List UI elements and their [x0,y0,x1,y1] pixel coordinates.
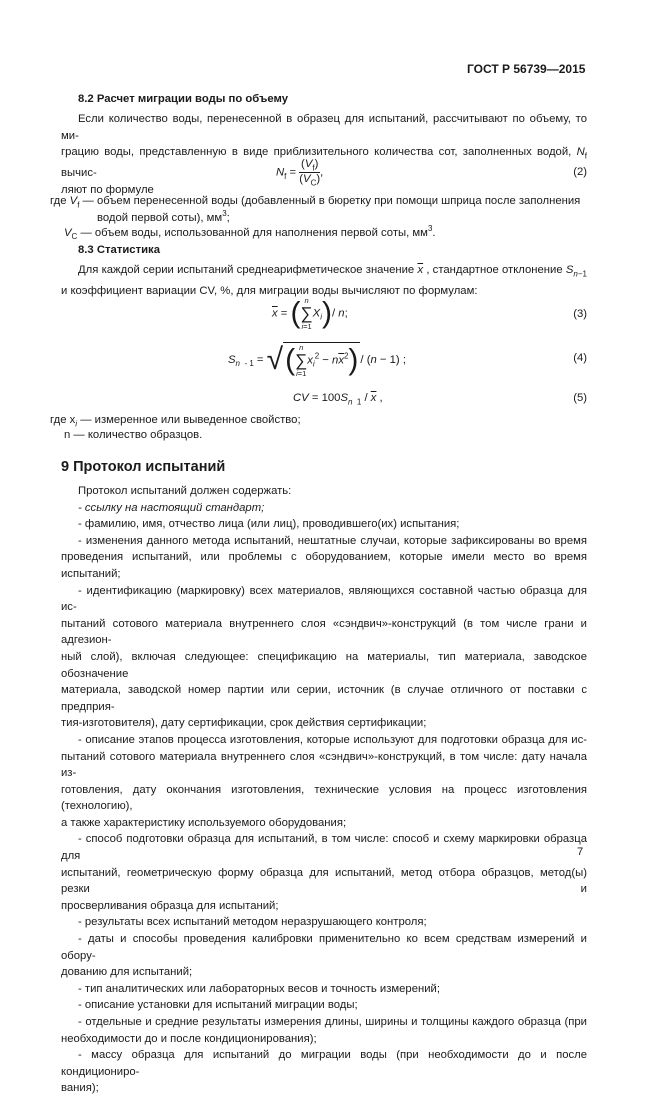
section-8-2-title: 8.2 Расчет миграции воды по объему [78,93,288,105]
section-9-line: - изменения данного метода испытаний, нештатные случаи, которые зафиксированы во время [78,534,587,547]
section-9-line: дованию для испытаний; [61,966,193,979]
section-8-3-paragraph [61,262,587,299]
formula-4: $S_{n - 1}$ = √( n ∑ i=1 $x_i^2 - n\overline{x}^2) / (n - 1)$ ; [228,343,406,378]
equation-number-3: (3) [573,308,587,320]
paragraph-line: ляют по формуле [61,183,154,196]
section-9-line: готовления, дату окончания изготовления, технические условия на процесс изготовления (технологию), [61,783,587,813]
section-9-line: - способ подготовки образца для испытаний, в том числе: способ и схему маркировки образца для [61,833,587,863]
definition-vc: $V_C$ — объем воды, использованной для наполнения первой соты, $мм^3$. [64,224,436,242]
section-9-line: испытаний, геометрическую форму образца для испытаний, метод отбора образцов, метод(ы) резки и [61,866,587,896]
page-number: 7 [577,846,584,858]
section-9-line: Протокол испытаний должен содержать: [78,485,292,497]
section-9-line: пытаний сотового материала внутреннего слоя «сэндвич»-конструкций, в том числе: дату начала из- [61,750,587,780]
section-9-body [61,483,587,1097]
where-n: n — количество образцов. [64,429,203,441]
formula-2: $N_f$ = $\frac{(V_f)}{(V_C)}$ , [276,158,324,188]
section-9-line: - тип аналитических или лабораторных весов и точность измерений; [78,982,440,995]
formula-3: $\overline{x}$ = ( n ∑ i=1 $X_i)/$ n; [272,296,348,331]
formula-5: CV = $100S_{n 1} / \overline{x}$ , [293,392,383,407]
section-9-line: необходимости до и после кондиционирования); [61,1032,317,1045]
section-9-line: тия-изготовителя), дату сертификации, срок действия сертификации; [61,717,427,730]
section-9-line: - отдельные и средние результаты измерения длины, ширины и толщины каждого образца (при [78,1016,587,1028]
section-9-line: материала, заводской номер партии или серии, источник (в случае отличного от поставки с предприя- [61,684,587,713]
section-8-3-title: 8.3 Статистика [78,244,160,256]
section-9-line: - фамилию, имя, отчество лица (или лиц), проводившего(их) испытания; [78,518,460,531]
section-9-line: - описание этапов процесса изготовления, которые используют для подготовки образца для ис- [78,733,587,746]
section-9-line: - идентификацию (маркировку) всех материалов, являющихся составной частью образца для ис- [61,584,587,614]
section-9-line: - даты и способы проведения калибровки применительно ко всем средствам измерений и обору- [61,933,587,962]
section-9-line: проведения испытаний, или проблемы с оборудованием, которые имели место во время испытаний; [61,551,587,580]
paragraph-line: и коэффициент вариации CV, %, для миграции воды вычисляют по формулам: [61,284,478,297]
equation-number-5: (5) [573,392,587,404]
paragraph-line: Для каждой серии испытаний среднеарифметическое значение $\overline{x}$ , стандартное отклонение $S_{n-1}$ [78,264,587,279]
section-9-line: ный слой), включая следующее: спецификацию на материалы, тип материала, заводское обозначение [61,650,587,680]
definition-vf-cont: водой первой соты), $мм^3$; [97,209,230,224]
section-9-line: - описание установки для испытаний миграции воды; [78,999,358,1012]
section-9-line: пытаний сотового материала внутреннего слоя «сэндвич»-конструкций (в том числе грани и адгезион- [61,617,587,647]
section-9-line: - ссылку на настоящий стандарт; [78,501,265,514]
section-9-line: просверливания образца для испытаний; [61,899,279,912]
section-9-title: 9 Протокол испытаний [61,459,226,475]
paragraph-line: грацию воды, представленную в виде приблизительного количества сот, заполненных водой, $N_f$ вычис- [61,146,587,180]
section-9-line: - массу образца для испытаний до миграции воды (при необходимости до и после кондициониро- [61,1049,587,1078]
standard-number: ГОСТ Р 56739—2015 [467,62,586,76]
section-9-line: а также характеристику используемого оборудования; [61,816,347,829]
section-8-2-paragraph [61,111,587,198]
paragraph-line: Если количество воды, перенесенной в образец для испытаний, рассчитывают по объему, то ми- [61,113,587,142]
equation-number-2: (2) [573,166,587,178]
where-xi: где $x_i$ — измеренное или выведенное свойство; [50,414,301,429]
equation-number-4: (4) [573,352,587,364]
section-9-line: - результаты всех испытаний методом неразрушающего контроля; [78,916,427,929]
section-9-line: вания); [61,1082,99,1095]
definition-vf: где $V_f$ — объем перенесенной воды (добавленный в бюретку при помощи шприца после заполнения [50,195,581,210]
